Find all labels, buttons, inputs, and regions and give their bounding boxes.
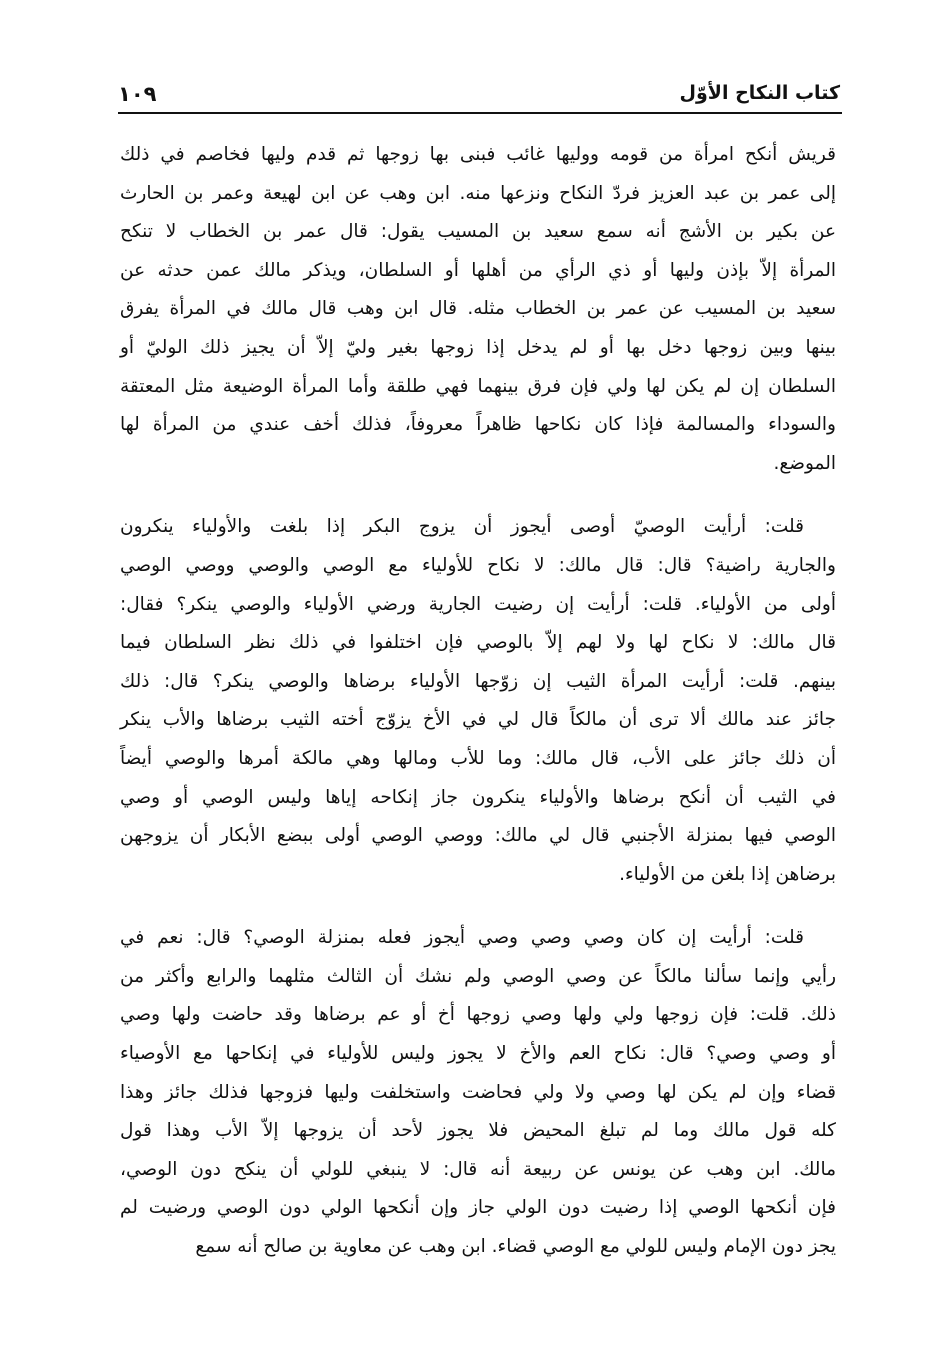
text-line: بينهم. قلت: أرأيت المرأة الثيب إن زوّجها الأولياء برضاها والوصي ينكر؟ قال: ذلك xyxy=(120,670,836,692)
text-line: قريش أنكح امرأة من قومه ووليها غائب فبنى بها زوجها ثم قدم وليها فخاصم في ذلك xyxy=(120,144,836,165)
text-line: قلت: أرأيت الوصيّ أوصى أيجوز أن يزوج البكر إذا بلغت والأولياء ينكرون xyxy=(120,516,804,538)
text-line: مالك. ابن وهب عن يونس عن ربيعة أنه قال: لا ينبغي للولي أن ينكح دون الوصي، xyxy=(120,1158,836,1180)
text-line: فإن أنكحها الوصي إذا رضيت دون الولي جاز وإن أنكحها الولي دون الوصي ورضيت لم xyxy=(120,1197,836,1219)
text-line: سعيد بن المسيب عن عمر بن الخطاب مثله. قال ابن وهب قال مالك في المرأة يفرق xyxy=(120,298,836,320)
text-line: إلى عمر بن عبد العزيز فردّ النكاح ونزعها منه. ابن وهب عن ابن لهيعة وعمر بن الحارث xyxy=(120,182,836,204)
paragraph xyxy=(120,136,836,483)
text-line: قال مالك: لا نكاح لها ولا لهم إلاّ بالوصي فإن اختلفوا في ذلك نظر السلطان فيما xyxy=(120,632,836,654)
text-line: في الثيب أن أنكح برضاها والأولياء ينكرون جاز إنكاحه إياها وليس الوصي أو وصي xyxy=(120,786,836,808)
chapter-title: كتاب النكاح الأوّل xyxy=(679,82,840,104)
text-line: يجز دون الإمام وليس للولي مع الوصي قضاء. ابن وهب عن معاوية بن صالح أنه سمع xyxy=(195,1236,836,1258)
header-rule xyxy=(118,112,842,114)
paragraph xyxy=(120,919,836,1266)
page-number: ١٠٩ xyxy=(118,82,157,106)
text-line: أولى من الأولياء. قلت: أرأيت إن رضيت الجارية ورضي الأولياء والوصي ينكر؟ فقال: xyxy=(120,593,836,615)
text-line: المرأة إلاّ بإذن وليها أو ذي الرأي من أهلها أو السلطان، ويذكر مالك عمن حدثه عن xyxy=(120,259,836,281)
paragraph-gap xyxy=(120,483,836,508)
text-line: أن ذلك جائز على الأب، قال مالك: وما للأب ومالها وهي مالكة أمرها والوصي أيضاً xyxy=(120,747,836,769)
text-line: كله قول مالك وما لم تبلغ المحيض فلا يجوز لأحد أن يزوجها إلاّ الأب وهذا قول xyxy=(120,1120,836,1142)
text-line: والسوداء والمسالمة فإذا كان نكاحها ظاهراً معروفاً، فذلك أخف عندي من المرأة لها xyxy=(120,414,836,436)
running-header xyxy=(118,78,840,112)
text-line: السلطان إن لم يكن لها ولي فإن فرق بينهما فهي طلقة وأما المرأة الوضيعة مثل المعتقة xyxy=(120,375,836,397)
text-line: والجارية راضية؟ قال: قال مالك: لا نكاح للأولياء مع الوصي والوصي ووصي الوصي xyxy=(120,554,836,576)
text-line: قضاء وإن لم يكن لها وصي ولا ولي فحاضت واستخلفت وليها فزوجها فذلك جائز وهذا xyxy=(120,1081,836,1103)
text-line: رأيي وإنما سألنا مالكاً عن وصي الوصي ولم نشك أن الثالث مثلهما والرابع وأكثر من xyxy=(120,965,836,987)
text-line: أو وصي وصي؟ قال: نكاح العم والأخ لا يجوز وليس للأولياء في إنكاحها مع الأوصياء xyxy=(120,1043,836,1065)
paragraph-gap xyxy=(120,894,836,919)
paragraph xyxy=(120,508,836,894)
text-line: جائز عند مالك ألا ترى أن مالكاً قال لي في الأخ يزوّج أخته الثيب برضاها والأب ينكر xyxy=(120,709,836,731)
text-line: عن بكير بن الأشج أنه سمع سعيد بن المسيب يقول: قال عمر بن الخطاب لا تنكح xyxy=(120,221,836,243)
text-line: الموضع. xyxy=(773,452,836,474)
text-line: ذلك. قلت: فإن زوجها ولي ولها وصي زوجها أخ أو عم برضاها وقد حاضت ولها وصي xyxy=(120,1004,836,1026)
text-line: بينها وبين زوجها دخل بها أو لم يدخل إذا زوجها بغير وليّ إلاّ أن يجيز ذلك الوليّ أو xyxy=(120,336,836,358)
text-line: برضاهن إذا بلغن من الأولياء. xyxy=(619,863,836,885)
text-line: الوصي فيها بمنزلة الأجنبي قال لي مالك: ووصي الوصي أولى ببضع الأبكار أن يزوجهن xyxy=(120,825,836,847)
text-line: قلت: أرأيت إن كان وصي وصي وصي أيجوز فعله بمنزلة الوصي؟ قال: نعم في xyxy=(120,927,804,949)
page-body xyxy=(120,136,836,1267)
